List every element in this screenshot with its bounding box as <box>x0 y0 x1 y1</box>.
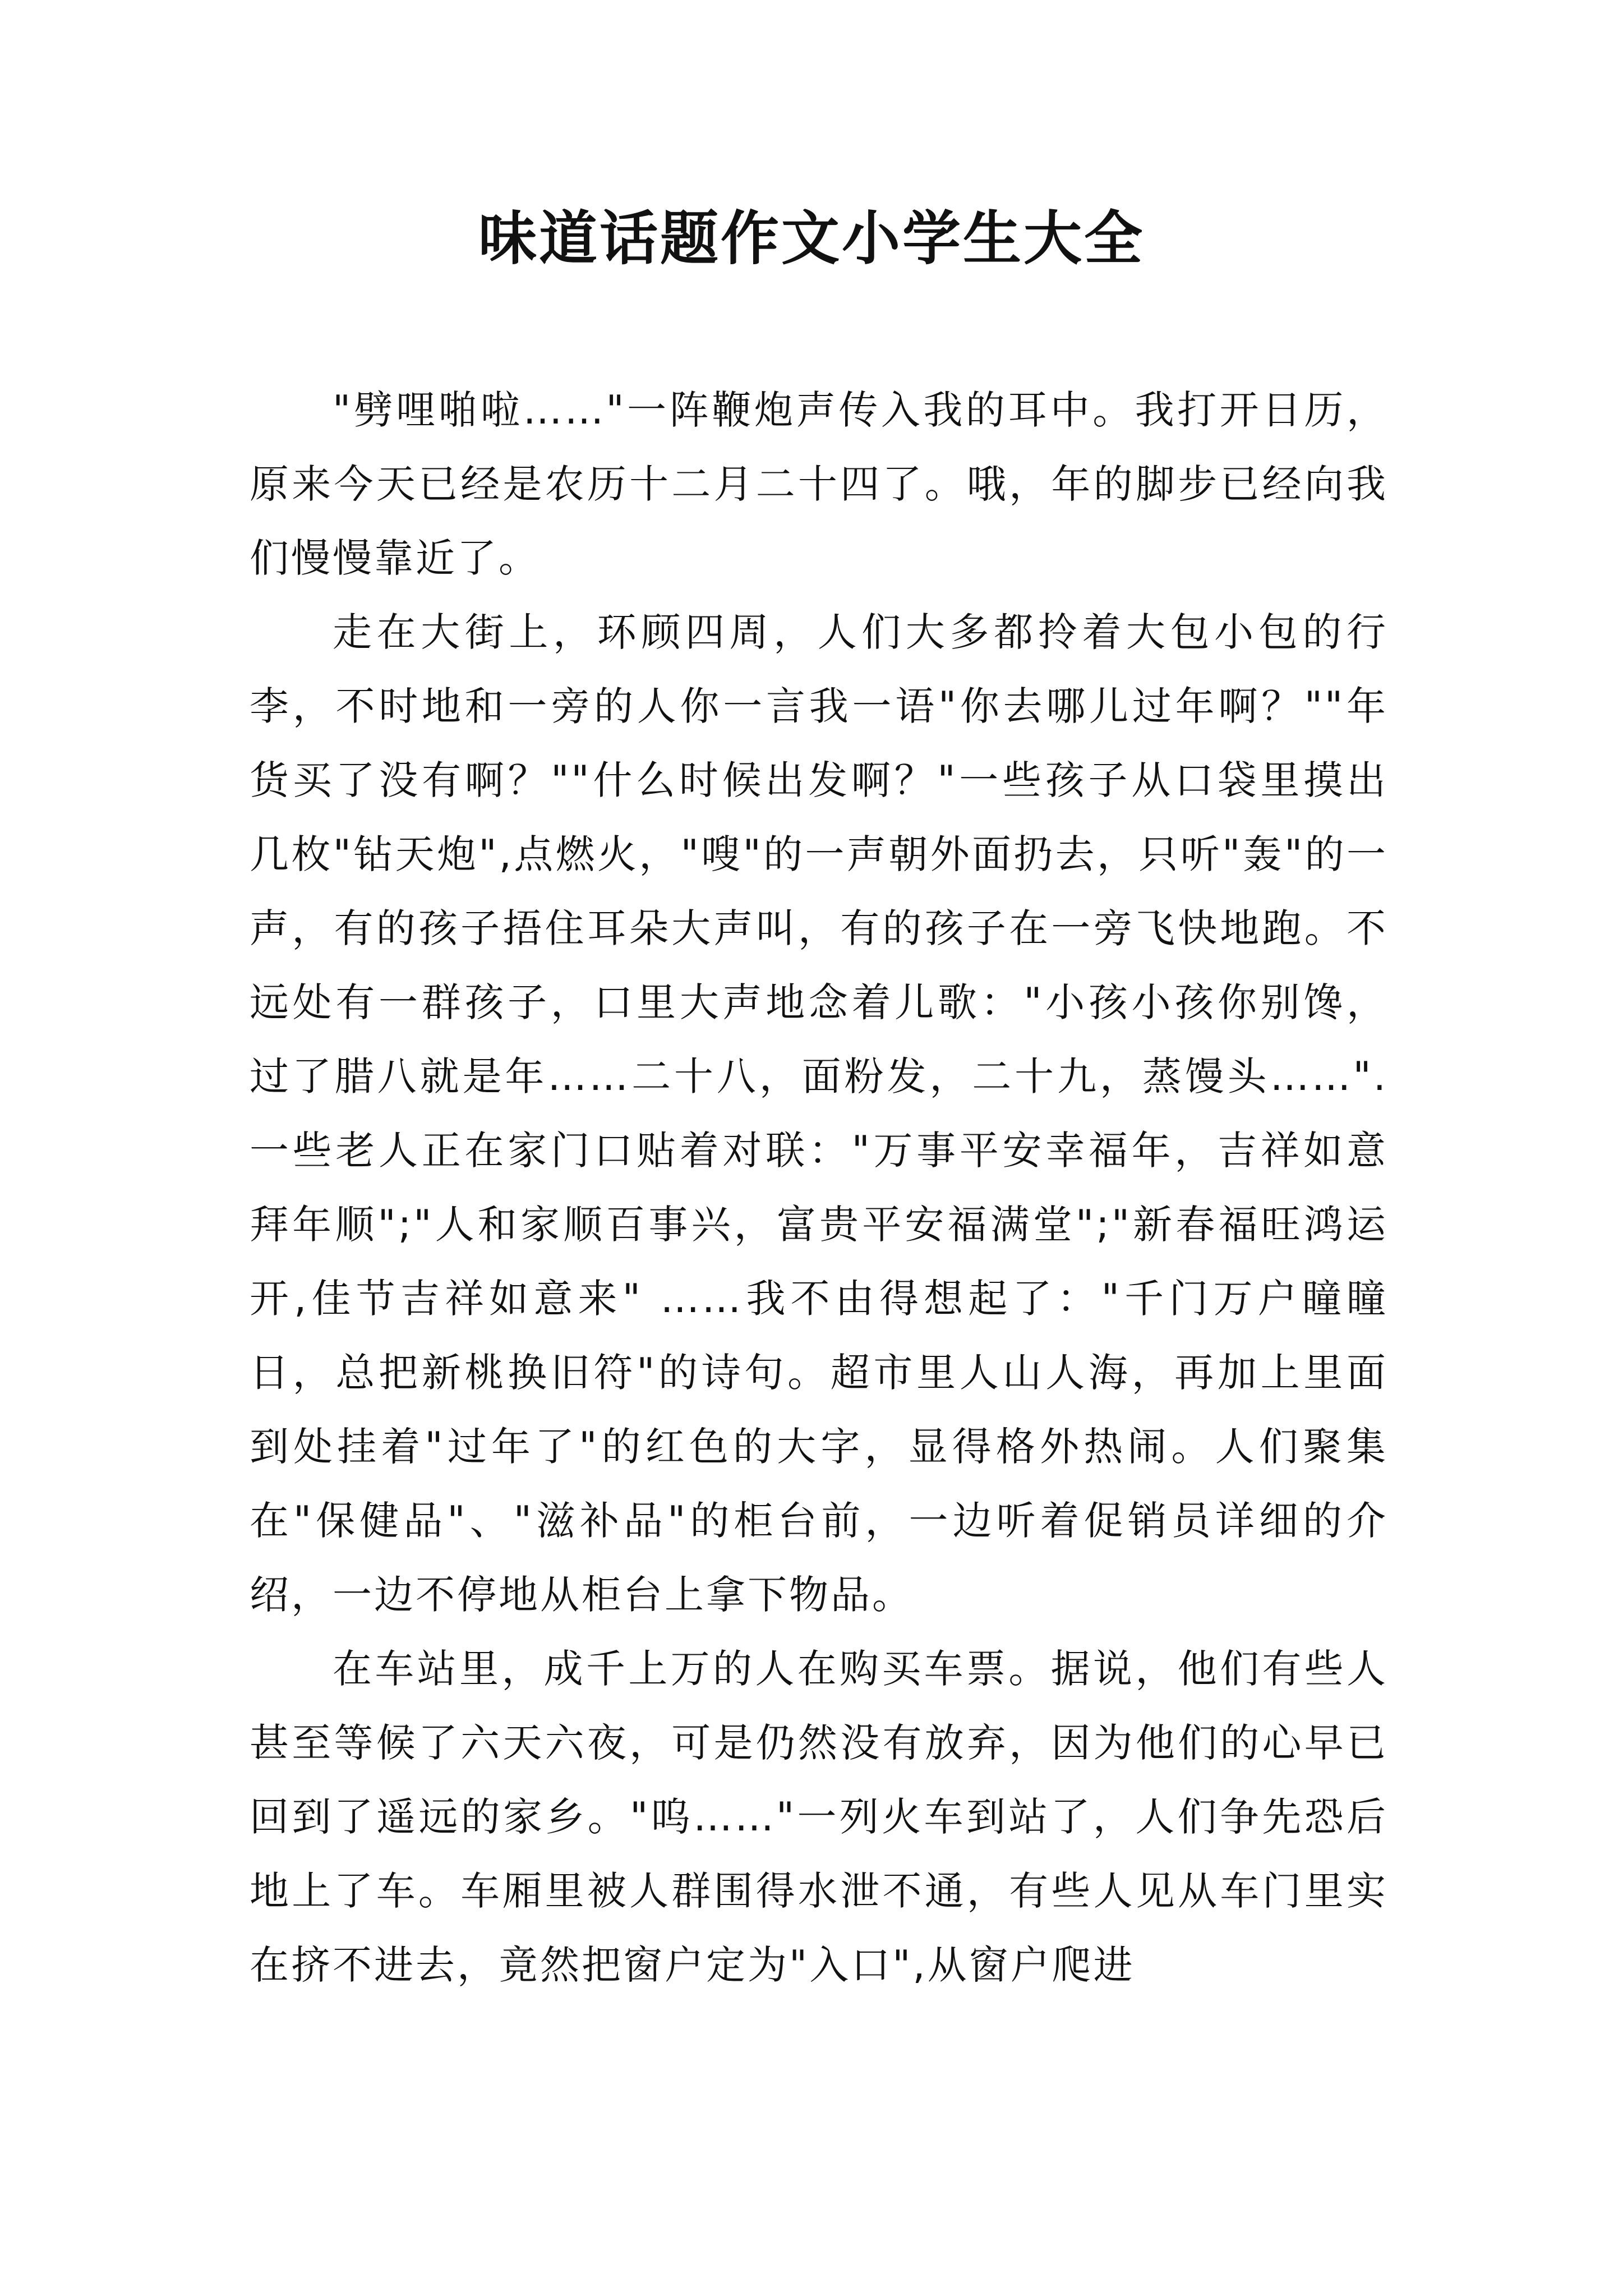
document-title: 味道话题作文小学生大全 <box>478 204 1145 273</box>
paragraph-2: 走在大街上，环顾四周，人们大多都拎着大包小包的行李，不时地和一旁的人你一言我一语"你去哪儿过年啊？""年货买了没有啊？""什么时候出发啊？"一些孩子从口袋里摸出几枚"钻天炮",点燃火，"嗖"的一声朝外面扔去，只听"轰"的一声，有的孩子捂住耳朵大声叫，有的孩子在一旁飞快地跑。不远处有一群孩子，口里大声地念着儿歌："小孩小孩你别馋，过了腊八就是年……二十八，面粉发，二十九，蒸馒头……".一些老人正在家门口贴着对联："万事平安幸福年，吉祥如意拜年顺";"人和家顺百事兴，富贵平安福满堂";"新春福旺鸿运开,佳节吉祥如意来" ……我不由得想起了："千门万户瞳瞳日，总把新桃换旧符"的诗句。超市里人山人海，再加上里面到处挂着"过年了"的红色的大字，显得格外热闹。人们聚集在"保健品"、"滋补品"的柜台前，一边听着促销员详细的介绍，一边不停地从柜台上拿下物品。 <box>250 609 1388 1618</box>
document-body <box>250 373 1388 2002</box>
paragraph-1: "劈哩啪啦……"一阵鞭炮声传入我的耳中。我打开日历，原来今天已经是农历十二月二十四了。哦，年的脚步已经向我们慢慢靠近了。 <box>250 387 1388 581</box>
paragraph-3: 在车站里，成千上万的人在购买车票。据说，他们有些人甚至等候了六天六夜，可是仍然没有放弃，因为他们的心早已回到了遥远的家乡。"呜……"一列火车到站了，人们争先恐后地上了车。车厢里被人群围得水泄不通，有些人见从车门里实在挤不进去，竟然把窗户定为"入口",从窗户爬进 <box>250 1646 1388 1988</box>
